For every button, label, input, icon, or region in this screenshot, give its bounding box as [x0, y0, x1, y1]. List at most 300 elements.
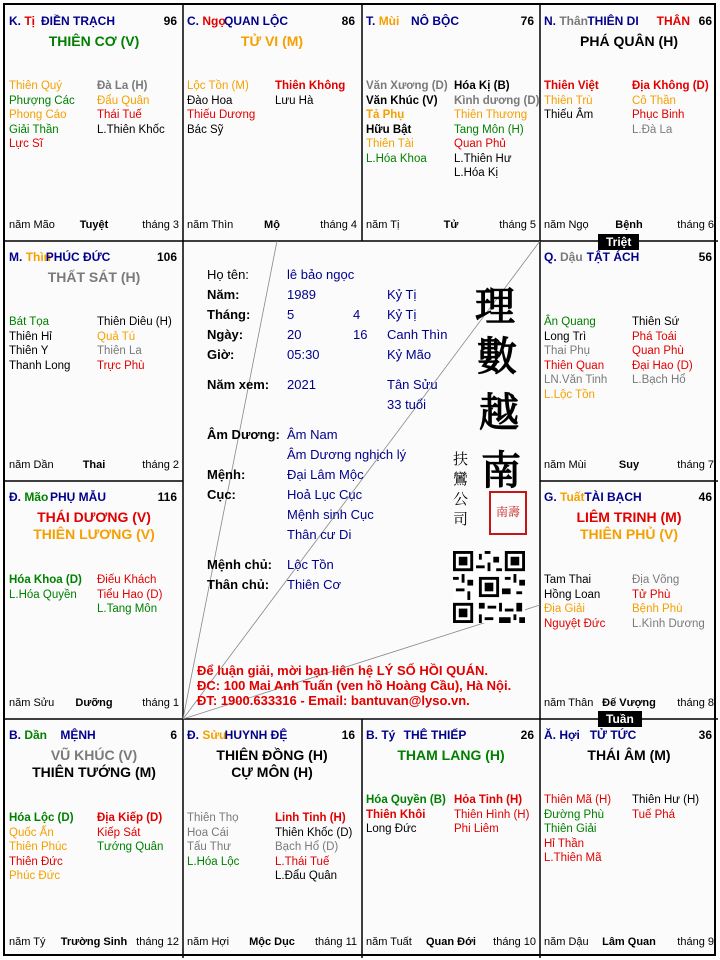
minor-star: Thiên Trù — [544, 94, 593, 107]
minor-star: Đại Hao (D) — [632, 359, 693, 372]
view-year-value: 2021 — [287, 377, 316, 392]
footer-stage: Mộc Dục — [249, 936, 295, 948]
day-label: Ngày: — [207, 327, 244, 342]
palace-tat-ach — [540, 241, 718, 481]
palace-name: THIÊN DI — [587, 14, 639, 28]
minor-star: Thiên Hỉ — [9, 330, 52, 343]
major-stars — [540, 747, 718, 764]
palace-phuc-duc — [5, 241, 183, 481]
minor-star: Kình dương (D) — [454, 94, 540, 107]
palace-header — [544, 14, 712, 30]
palace-footer — [366, 219, 536, 233]
minor-star: Phượng Các — [9, 94, 75, 107]
major-star: LIÊM TRINH (M) — [576, 509, 682, 525]
minor-star: Quan Phủ — [454, 138, 506, 150]
minor-stars-right — [275, 811, 352, 884]
minor-star: Tử Phù — [632, 588, 671, 601]
minor-star: Linh Tinh (H) — [275, 812, 346, 824]
qr-code — [453, 551, 525, 623]
minor-star: Quả Tú — [97, 330, 136, 343]
footer-stage: Trường Sinh — [60, 936, 128, 948]
minor-star: Địa Không (D) — [632, 80, 709, 92]
minor-star: Địa Giải — [544, 603, 585, 615]
major-star: TỬ VI (M) — [240, 33, 304, 49]
major-star: THIÊN LƯƠNG (V) — [33, 526, 155, 542]
minor-star: L.Đà La — [632, 123, 673, 136]
minor-stars-right — [97, 315, 172, 373]
minor-star: Địa Kiếp (D) — [97, 812, 163, 824]
minor-stars-left — [544, 573, 605, 631]
minor-star: Thiên Giải — [544, 823, 597, 835]
minor-star: L.Hóa Quyền — [9, 588, 77, 601]
palace-name: THÊ THIẾP — [403, 728, 467, 742]
minor-star: Quan Phù — [632, 345, 684, 357]
minor-star: Thiên Hư (H) — [632, 794, 700, 806]
palace-footer — [544, 219, 714, 233]
minor-star: Hỉ Thần — [544, 837, 585, 850]
minor-star: Thiên Việt — [544, 80, 599, 92]
palace-header — [187, 14, 355, 30]
palace-name: ĐIỀN TRẠCH — [41, 14, 115, 28]
tuan-tag: Tuần — [598, 711, 642, 727]
footer-month: tháng 12 — [136, 936, 179, 948]
palace-name: PHÚC ĐỨC — [45, 250, 111, 264]
calligraphy-char-2: 數 — [477, 333, 517, 380]
minor-star: Giải Thần — [9, 123, 59, 136]
palace-stem: K. — [9, 14, 21, 28]
minor-star: Tả Phụ — [366, 109, 405, 121]
palace-name: MỆNH — [60, 728, 96, 742]
calligraphy-char-1: 理 — [475, 283, 515, 330]
major-stars — [540, 509, 718, 543]
minor-star: Đường Phù — [544, 808, 604, 821]
minor-star: Long Đức — [366, 823, 417, 835]
contact-line-3: ĐT: 1900.633316 - Email: bantuvan@lyso.vn. — [197, 693, 470, 708]
minor-star: Văn Khúc (V) — [366, 94, 438, 107]
minor-stars-left — [366, 79, 448, 166]
minor-star: Đà La (H) — [97, 80, 148, 92]
major-stars — [5, 269, 183, 286]
cuc-label: Cục: — [207, 487, 236, 502]
major-stars — [5, 33, 183, 50]
palace-branch: Mão — [24, 490, 49, 504]
menh-label: Mệnh: — [207, 467, 246, 482]
major-stars — [362, 747, 540, 764]
contact-line-2: ĐC: 100 Mai Anh Tuấn (ven hồ Hoàng Cầu), Hà Nội. — [197, 678, 512, 693]
minor-stars-left — [9, 315, 70, 373]
minor-star: L.Hóa Khoa — [366, 152, 427, 165]
minor-star: Thiên Hình (H) — [454, 808, 530, 821]
minor-star: Hỏa Tinh (H) — [454, 794, 523, 806]
minor-star: Thiên Quan — [544, 359, 605, 372]
palace-stem: Ă. — [544, 728, 556, 742]
center-info-panel — [183, 241, 540, 719]
palace-header — [9, 728, 177, 744]
palace-branch: Hợi — [559, 728, 580, 742]
minor-star: Phúc Đức — [9, 870, 61, 882]
minor-stars-right — [632, 315, 693, 388]
footer-stage: Suy — [618, 459, 640, 471]
palace-stem: G. — [544, 490, 557, 504]
footer-stage: Dưỡng — [75, 697, 113, 709]
footer-stage: Đế Vượng — [602, 697, 656, 709]
footer-year: năm Thân — [544, 697, 594, 709]
menh-value: Đại Lâm Mộc — [287, 467, 364, 482]
minor-star: Hóa Khoa (D) — [9, 574, 82, 586]
minor-stars-left — [9, 573, 82, 602]
palace-menh — [5, 719, 183, 958]
palace-header — [544, 490, 712, 506]
palace-footer — [9, 936, 179, 950]
palace-age-number: 96 — [163, 14, 177, 28]
palace-stem: T. — [366, 14, 376, 28]
name-label: Họ tên: — [207, 267, 249, 282]
major-stars — [5, 509, 183, 543]
minor-star: Đẩu Quân — [97, 94, 150, 107]
minor-stars-left — [544, 793, 611, 866]
minor-star: L.Bạch Hổ — [632, 374, 686, 386]
palace-name: TÀI BẠCH — [584, 490, 642, 504]
palace-footer — [187, 219, 357, 233]
footer-year: năm Thìn — [187, 219, 234, 231]
minor-star: Thiên Diêu (H) — [97, 316, 172, 328]
footer-month: tháng 7 — [677, 459, 714, 471]
palace-stem: Q. — [544, 250, 557, 264]
footer-stage: Tử — [443, 219, 459, 231]
hour-canchi: Kỷ Mão — [387, 347, 432, 362]
palace-name: PHỤ MẪU — [50, 490, 106, 504]
palace-branch: Thìn — [25, 250, 52, 264]
palace-branch: Dậu — [560, 250, 583, 264]
minor-star: Bát Tọa — [9, 316, 50, 328]
am-duong-relation: Âm Dương nghịch lý — [287, 447, 407, 462]
palace-branch: Thân — [559, 14, 589, 28]
minor-star: Thai Phụ — [544, 345, 591, 357]
major-stars — [540, 33, 718, 50]
palace-stem: N. — [544, 14, 556, 28]
minor-star: Văn Xương (D) — [366, 80, 448, 92]
footer-stage: Thai — [82, 459, 106, 471]
palace-name: QUAN LỘC — [224, 14, 288, 28]
footer-year: năm Mùi — [544, 459, 587, 471]
minor-stars-left — [544, 315, 607, 402]
palace-name: TẬT ÁCH — [586, 250, 640, 264]
minor-stars-right — [454, 79, 539, 181]
minor-stars-right — [97, 573, 162, 617]
palace-age-number: 106 — [156, 250, 177, 264]
than-chu-value: Thiên Cơ — [287, 577, 342, 592]
minor-star: Thiên Đức — [9, 855, 63, 868]
footer-month: tháng 4 — [320, 219, 357, 231]
minor-star: Hóa Kị (B) — [454, 80, 510, 92]
major-stars — [183, 33, 361, 50]
year-label: Năm: — [207, 287, 240, 302]
minor-stars-left — [9, 79, 75, 152]
minor-star: L.Lộc Tồn — [544, 388, 595, 401]
minor-stars-left — [187, 811, 239, 869]
minor-star: Thiên Phúc — [9, 841, 68, 853]
palace-quan-loc — [183, 5, 361, 241]
calligraphy-side-text: 扶鸞公司 — [453, 450, 469, 528]
footer-year: năm Tý — [9, 936, 46, 948]
minor-stars-left — [544, 79, 599, 123]
footer-month: tháng 6 — [677, 219, 714, 231]
minor-star: Hồng Loan — [544, 588, 601, 601]
minor-star: L.Thiên Khốc — [97, 123, 165, 136]
major-star: THIÊN CƠ (V) — [48, 33, 140, 49]
palace-name: TỬ TỨC — [589, 728, 637, 742]
minor-star: Điếu Khách — [97, 574, 157, 586]
minor-star: Bạch Hổ (D) — [275, 841, 339, 853]
palace-age-number: 76 — [520, 14, 534, 28]
minor-star: Phi Liêm — [454, 823, 499, 835]
minor-star: Tiểu Hao (D) — [97, 588, 163, 601]
minor-stars-left — [187, 79, 255, 137]
palace-footer — [9, 459, 179, 473]
footer-year: năm Mão — [9, 219, 55, 231]
minor-star: L.Tang Môn — [97, 603, 158, 615]
palace-header — [9, 250, 177, 266]
major-star: THÁI ÂM (M) — [587, 747, 671, 763]
minor-star: Quốc Ấn — [9, 826, 54, 839]
month-label: Tháng: — [207, 307, 251, 322]
palace-header — [9, 14, 177, 30]
minor-star: L.Thiên Mã — [544, 852, 602, 864]
minor-star: Thiên Thương — [454, 109, 528, 121]
am-duong-value: Âm Nam — [287, 427, 338, 442]
palace-stem: C. — [187, 14, 199, 28]
palace-header — [544, 250, 712, 266]
horoscope-board — [3, 3, 716, 956]
minor-star: Long Trì — [544, 330, 587, 343]
palace-stem: B. — [9, 728, 21, 742]
palace-footer — [544, 459, 714, 473]
palace-footer — [9, 697, 179, 711]
minor-star: Lộc Tồn (M) — [187, 80, 249, 92]
palace-age-number: 26 — [520, 728, 534, 742]
footer-month: tháng 5 — [499, 219, 536, 231]
month-canchi: Kỷ Tị — [387, 307, 417, 322]
palace-thien-di — [540, 5, 718, 241]
month-lunar: 4 — [353, 307, 361, 322]
major-star: THẤT SÁT (H) — [47, 269, 141, 285]
major-star: THIÊN ĐỒNG (H) — [216, 747, 328, 763]
minor-stars-right — [454, 793, 529, 837]
menh-chu-value: Lộc Tồn — [287, 557, 334, 572]
minor-star: Hóa Quyền (B) — [366, 794, 446, 806]
cuc-relation: Mệnh sinh Cục — [287, 507, 374, 522]
name-value: lê bảo ngọc — [287, 267, 355, 282]
palace-name: HUYNH ĐỆ — [224, 728, 288, 742]
minor-star: Thiên La — [97, 345, 142, 357]
palace-footer — [544, 936, 714, 950]
palace-huynh-de — [183, 719, 361, 958]
minor-star: Tam Thai — [544, 574, 592, 586]
minor-stars-right — [632, 793, 699, 822]
minor-star: Cô Thần — [632, 94, 676, 107]
palace-age-number: 36 — [698, 728, 712, 742]
major-star: THÁI DƯƠNG (V) — [37, 509, 151, 525]
palace-stem: Đ. — [9, 490, 21, 504]
footer-year: năm Tuất — [366, 936, 412, 948]
footer-stage: Quan Đới — [426, 936, 476, 948]
minor-star: Trực Phù — [97, 359, 145, 372]
palace-age-number: 116 — [157, 490, 177, 504]
triet-tag: Triệt — [598, 234, 639, 250]
contact-line-1: Để luận giải, mời bạn liên hệ LÝ SỐ HỒI QUÁN. — [197, 663, 488, 678]
minor-star: L.Thiên Hư — [454, 152, 512, 165]
palace-age-number: 56 — [698, 250, 712, 264]
year-value: 1989 — [287, 287, 316, 302]
palace-the-thiep — [362, 719, 540, 958]
minor-star: L.Thái Tuế — [275, 855, 330, 868]
major-star: THAM LANG (H) — [397, 747, 505, 763]
view-year-label: Năm xem: — [207, 377, 270, 392]
hour-label: Giờ: — [207, 347, 235, 362]
minor-star: Thiên Khôi — [366, 808, 426, 821]
minor-star: Đào Hoa — [187, 94, 233, 107]
footer-month: tháng 11 — [314, 936, 357, 948]
palace-branch: Tý — [381, 728, 396, 742]
footer-year: năm Tị — [366, 219, 400, 231]
footer-stage: Bệnh — [615, 219, 643, 231]
minor-star: Lưu Hà — [275, 94, 314, 107]
palace-header — [366, 14, 534, 30]
palace-dien-trach — [5, 5, 183, 241]
minor-star: Thiếu Âm — [544, 109, 594, 121]
footer-month: tháng 10 — [493, 936, 536, 948]
major-star: PHÁ QUÂN (H) — [580, 33, 678, 49]
footer-stage: Tuyệt — [79, 219, 109, 231]
contact-info — [197, 663, 511, 708]
minor-star: Phá Toái — [632, 330, 677, 343]
minor-star: Thanh Long — [9, 359, 71, 372]
palace-header — [366, 728, 534, 744]
footer-year: năm Sửu — [9, 697, 55, 709]
minor-star: Phục Binh — [632, 109, 685, 121]
minor-stars-right — [97, 79, 165, 137]
major-stars — [183, 747, 361, 781]
hour-value: 05:30 — [287, 347, 320, 362]
minor-star: Thiên Không — [275, 80, 346, 92]
palace-name: NÔ BỘC — [411, 14, 459, 28]
footer-month: tháng 3 — [142, 219, 179, 231]
palace-stem: B. — [366, 728, 378, 742]
footer-year: năm Dần — [9, 459, 54, 471]
palace-footer — [9, 219, 179, 233]
palace-age-number: 46 — [698, 490, 712, 504]
palace-header — [9, 490, 177, 506]
minor-star: L.Hóa Kị — [454, 167, 499, 179]
minor-star: Bác Sỹ — [187, 123, 224, 136]
minor-star: LN.Văn Tinh — [544, 374, 608, 386]
palace-branch: Sửu — [202, 728, 227, 742]
footer-month: tháng 9 — [677, 936, 714, 948]
minor-star: Tướng Quân — [97, 841, 164, 853]
palace-branch: Tị — [24, 14, 36, 28]
minor-star: Thiên Mã (H) — [544, 794, 612, 806]
palace-tai-bach — [540, 481, 718, 719]
minor-star: Thiên Quý — [9, 80, 63, 92]
minor-star: Hữu Bật — [366, 123, 412, 136]
minor-star: Lực Sĩ — [9, 138, 43, 150]
palace-age-number: 66 — [698, 14, 712, 28]
footer-month: tháng 2 — [142, 459, 179, 471]
minor-stars-right — [632, 79, 709, 137]
palace-branch: Ngọ — [202, 14, 226, 28]
age-value: 33 tuổi — [387, 397, 427, 412]
palace-header — [544, 728, 712, 744]
minor-star: Nguyệt Đức — [544, 617, 606, 630]
minor-star: Thái Tuế — [97, 109, 142, 121]
minor-star: Bệnh Phù — [632, 603, 683, 615]
footer-year: năm Hợi — [187, 936, 230, 948]
footer-month: tháng 1 — [142, 697, 179, 709]
minor-star: L.Hóa Lộc — [187, 855, 240, 868]
than-marker: THÂN — [656, 14, 690, 28]
palace-header — [187, 728, 355, 744]
cuc-value: Hoả Lục Cục — [287, 487, 363, 502]
day-canchi: Canh Thìn — [387, 327, 448, 342]
calligraphy-char-4: 南 — [481, 447, 521, 494]
palace-footer — [187, 936, 357, 950]
palace-branch: Tuất — [560, 490, 585, 504]
year-canchi: Kỷ Tị — [387, 287, 417, 302]
palace-stem: Đ. — [187, 728, 199, 742]
day-solar: 20 — [287, 327, 302, 342]
palace-branch: Mùi — [378, 14, 400, 28]
major-star: THIÊN TƯỚNG (M) — [32, 764, 156, 780]
am-duong-label: Âm Dương: — [207, 427, 280, 442]
palace-age-number: 6 — [170, 728, 177, 742]
minor-stars-right — [275, 79, 345, 108]
minor-star: L.Đẩu Quân — [275, 870, 338, 882]
than-chu-label: Thân chủ: — [207, 577, 270, 592]
red-seal: 南壽 — [489, 491, 527, 535]
minor-stars-left — [366, 793, 446, 837]
day-lunar: 16 — [353, 327, 368, 342]
minor-star: Phong Cáo — [9, 109, 67, 121]
palace-stem: M. — [9, 250, 23, 264]
minor-star: Tang Môn (H) — [454, 123, 524, 136]
palace-footer — [366, 936, 536, 950]
minor-star: L.Kình Dương — [632, 617, 705, 630]
footer-year: năm Dậu — [544, 936, 589, 948]
calligraphy-char-3: 越 — [479, 389, 519, 436]
footer-stage: Lâm Quan — [602, 936, 656, 948]
palace-footer — [544, 697, 714, 711]
major-stars — [5, 747, 183, 781]
view-year-canchi: Tân Sửu — [387, 377, 438, 392]
than-position: Thân cư Di — [287, 527, 352, 542]
minor-star: Hóa Lộc (D) — [9, 812, 74, 824]
footer-month: tháng 8 — [677, 697, 714, 709]
minor-star: Thiên Sứ — [632, 316, 680, 328]
minor-star: Hoa Cái — [187, 826, 229, 839]
minor-star: Địa Võng — [632, 574, 680, 586]
minor-star: Kiếp Sát — [97, 826, 141, 839]
minor-star: Thiên Thọ — [187, 812, 239, 824]
minor-star: Thiên Y — [9, 345, 49, 357]
minor-star: Thiên Khốc (D) — [275, 826, 353, 839]
menh-chu-label: Mệnh chủ: — [207, 557, 272, 572]
minor-star: Thiếu Dương — [187, 109, 256, 121]
minor-stars-right — [632, 573, 705, 631]
palace-no-boc — [362, 5, 540, 241]
minor-stars-left — [9, 811, 74, 884]
major-star: CỰ MÔN (H) — [231, 764, 313, 780]
palace-age-number: 86 — [341, 14, 355, 28]
